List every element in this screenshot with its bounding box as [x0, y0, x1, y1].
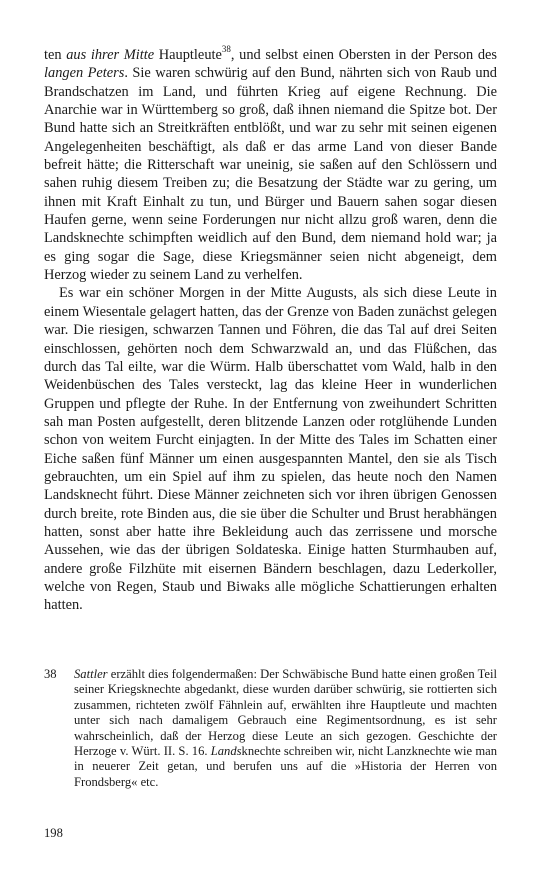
page-number: 198 — [44, 826, 63, 840]
main-text — [44, 46, 497, 615]
italic-phrase: langen Peters — [44, 65, 125, 82]
text-run: , und selbst einen Obersten in der Person des — [230, 47, 498, 63]
footnote — [44, 667, 497, 790]
text-run: erzählt dies folgendermaßen: Der Schwäbische Bund hatte einen großen Teil seiner Kriegsknechte abgedankt, diese wurden darüber schwürig, sie rottierten sich zusammen, richteten zwölf Fähnlein auf, erwählten ihre Hauptleute und machten unter sich nach damaligem Gebrauch eine Regimentsordnung, es ist sehr wahrscheinlich, daß der Herzog diese Leute an sich gezogen. Geschichte der Herzoge v. Würt. II. S. 16. — [74, 667, 497, 759]
footnote-reference[interactable]: 38 — [221, 44, 231, 55]
text-run: ten — [44, 47, 67, 63]
italic-phrase: Lands — [210, 744, 242, 759]
paragraph-1 — [44, 46, 497, 284]
footnote-text — [74, 667, 497, 790]
italic-phrase: Sattler — [74, 667, 108, 681]
text-run: Hauptleute — [154, 47, 222, 63]
italic-phrase: aus ihrer Mitte — [66, 47, 155, 63]
paragraph-2: Es war ein schöner Morgen in der Mitte Augusts, als sich diese Leute in einem Wiesentale gelagert hatten, das der Grenze von Baden zunächst gelegen war. Die riesigen, schwarzen Tannen und Föhren, die das Tal auf drei Seiten einschlossen, gehörten noch dem Schwarzwald an, und das Flüßchen, das durch das Tal eilte, war die Würm. Halb überschattet vom Wald, halb in den Weidenbüschen des Tales versteckt, lag das kleine Heer in wunderlichen Gruppen und pflegte der Ruhe. In der Entfernung von zweihundert Schritten sah man Posten aufgestellt, deren blitzende Lanzen oder rotglühende Lunden schon von weitem Furcht einjagten. In der Mitte des Tales im Schatten einer Eiche saßen fünf Männer um einen ausgespannten Mantel, den sie als Tisch gebrauchten, um ein Spiel auf ihm zu spielen, das heute noch den Namen Landsknecht führt. Diese Männer zeichneten sich vor ihren übrigen Genossen durch breite, rote Binden aus, die sie über die Schulter und Brust herabhängen hatten, sonst aber hatte ihre Bekleidung auch das zerrissene und morsche Aussehen, wie das der übrigen Soldateska. Einige hatten Sturmhauben auf, andere große Filzhüte mit eisernen Bändern beschlagen, dazu Lederkoller, welche von Regen, Staub und Biwaks alle mögliche Schattierungen erhalten hatten. — [44, 285, 497, 614]
text-run: knechte schreiben wir, nicht Lanzknechte wie man in neuerer Zeit getan, und berufen uns auf die »Historia der Herren von Frondsberg« etc. — [74, 744, 497, 789]
footnote-number: 38 — [44, 667, 57, 681]
text-run: . Sie waren schwürig auf den Bund, nährten sich von Raub und Brandschatzen im Land, und führten Krieg auf eigene Rechnung. Die Anarchie war in Württemberg so groß, daß ihnen niemand die Spitze bot. Der Bund hatte sich an Streitkräften entblößt, und war zu sehr mit seinen eigenen Angelegenheiten beschäftigt, als daß er das arme Land von dieser Bande befreit hätte; die Ritterschaft war uneinig, sie saßen auf den Schlössern und sahen ruhig diesem Treiben zu; die Besatzung der Städte war zu gering, um ihnen mit Kraft Einhalt zu tun, und Bürger und Bauern sahen sogar diesen Haufen gerne, wenn seine Forderungen nur nicht allzu groß waren, denn die Landsknechte schimpften weidlich auf den Bund, dem niemand hold war; ja es ging sogar die Sage, diese Kriegsmänner seien nicht abgeneigt, dem Herzog wieder zu seinem Land zu verhelfen. — [44, 65, 498, 284]
